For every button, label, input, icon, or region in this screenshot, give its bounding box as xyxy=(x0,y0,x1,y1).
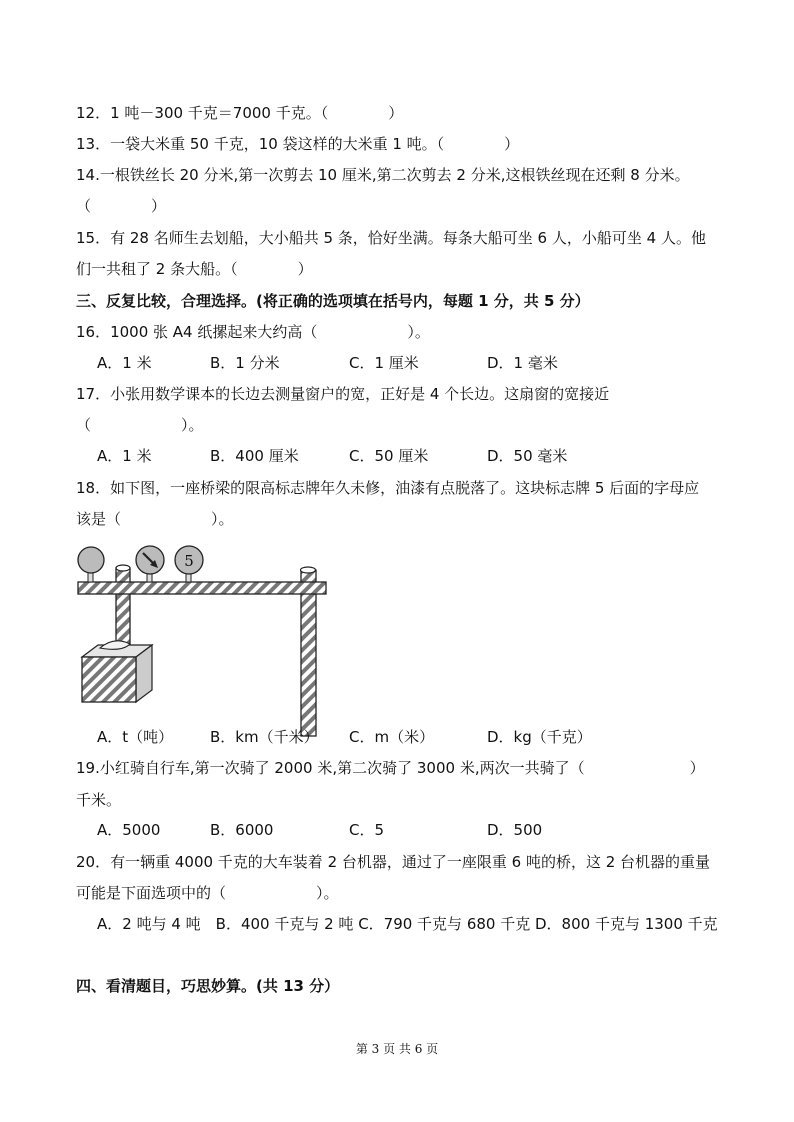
question-20-line1: 20．有一辆重 4000 千克的大车装着 2 台机器，通过了一座限重 6 吨的桥，这 2 台机器的重量 xyxy=(76,853,711,871)
question-15-line1: 15．有 28 名师生去划船，大小船共 5 条，恰好坐满。每条大船可坐 6 人，小船可坐 4 人。他 xyxy=(76,229,706,247)
q18-option-c: C．m（米） xyxy=(349,728,435,746)
question-20-line2: 可能是下面选项中的（ ）。 xyxy=(76,884,339,902)
q18-option-b: B．km（千米） xyxy=(210,728,319,746)
question-19-line2: 千米。 xyxy=(76,791,122,809)
q18-option-a: A．t（吨） xyxy=(97,728,174,746)
q19-option-a: A．5000 xyxy=(97,821,161,839)
q16-option-d: D．1 毫米 xyxy=(487,354,558,372)
question-16: 16．1000 张 A4 纸摞起来大约高（ ）。 xyxy=(76,323,430,341)
right-post xyxy=(301,570,316,736)
q20-options: A．2 吨与 4 吨 B．400 千克与 2 吨 C．790 千克与 680 千克 D．800 千克与 1300 千克 xyxy=(97,915,718,933)
question-17-line2: （ ）。 xyxy=(76,416,204,434)
q16-option-a: A．1 米 xyxy=(97,354,152,372)
question-12: 12．1 吨－300 千克＝7000 千克。（ ） xyxy=(76,104,404,122)
q19-option-d: D．500 xyxy=(487,821,543,839)
blank-sign xyxy=(78,547,104,573)
q19-option-b: B．6000 xyxy=(210,821,274,839)
question-18-line1: 18．如下图，一座桥梁的限高标志牌年久未修，油漆有点脱落了。这块标志牌 5 后面的字母应 xyxy=(76,479,700,497)
q18-option-d: D．kg（千克） xyxy=(487,728,592,746)
q16-option-b: B．1 分米 xyxy=(210,354,280,372)
q16-option-c: C．1 厘米 xyxy=(349,354,419,372)
question-17-line1: 17．小张用数学课本的长边去测量窗户的宽，正好是 4 个长边。这扇窗的宽接近 xyxy=(76,385,610,403)
page-footer: 第 3 页 共 6 页 xyxy=(355,1042,439,1056)
bridge-height-sign-figure xyxy=(70,540,340,740)
q19-option-c: C．5 xyxy=(349,821,385,839)
post-base xyxy=(82,657,136,702)
question-14-line2: （ ） xyxy=(76,197,167,215)
question-18-line2: 该是（ ）。 xyxy=(76,510,234,528)
sign-number: 5 xyxy=(184,552,194,570)
question-15-line2: 们一共租了 2 条大船。（ ） xyxy=(76,260,313,278)
question-14-line1: 14.一根铁丝长 20 分米,第一次剪去 10 厘米,第二次剪去 2 分米,这根铁丝现在还剩 8 分米。 xyxy=(76,166,690,184)
question-13: 13．一袋大米重 50 千克，10 袋这样的大米重 1 吨。（ ） xyxy=(76,135,520,153)
q17-option-b: B．400 厘米 xyxy=(210,447,299,465)
question-19-line1: 19.小红骑自行车,第一次骑了 2000 米,第二次骑了 3000 米,两次一共骑了（ ） xyxy=(76,759,705,777)
section-4-heading: 四、看清题目，巧思妙算。(共 13 分） xyxy=(76,977,340,995)
section-3-heading: 三、反复比较，合理选择。(将正确的选项填在括号内，每题 1 分，共 5 分） xyxy=(76,292,590,310)
q17-option-a: A．1 米 xyxy=(97,447,152,465)
crossbar xyxy=(78,582,326,594)
q17-option-c: C．50 厘米 xyxy=(349,447,429,465)
q17-option-d: D．50 毫米 xyxy=(487,447,568,465)
